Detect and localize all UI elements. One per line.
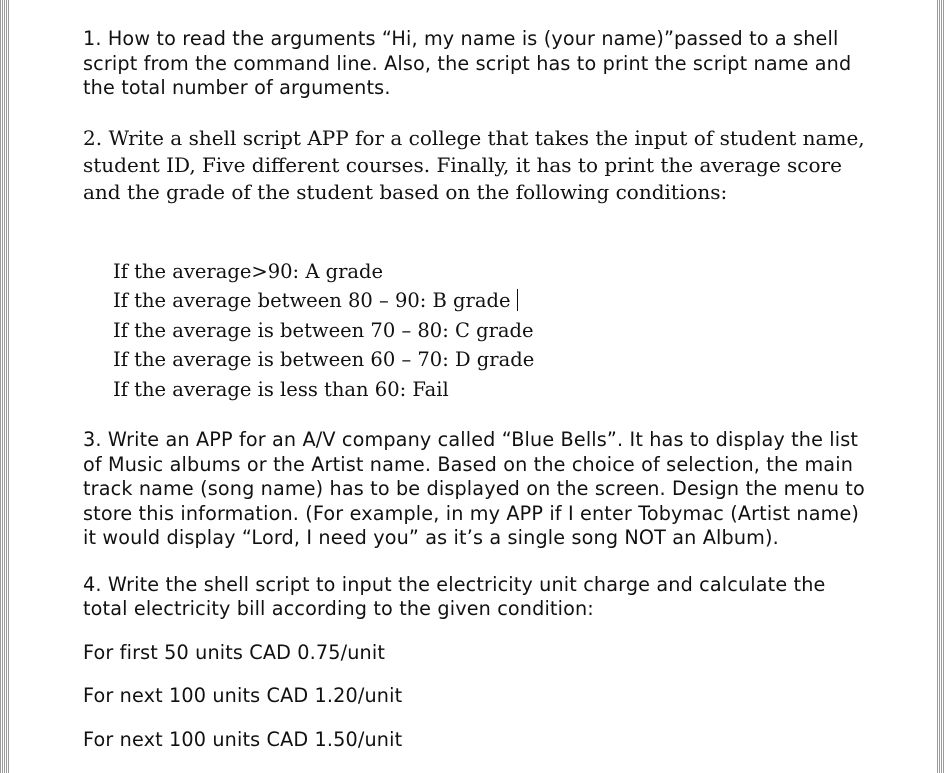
- page-border-left: [0, 0, 9, 773]
- grade-condition-c: If the average is between 70 – 80: C grade: [113, 318, 534, 342]
- grade-conditions-list: [113, 257, 873, 405]
- question-1: 1. How to read the arguments “Hi, my name is (your name)”passed to a shell script from the command line. Also, the script has to print the script name and the total number of arguments.: [83, 27, 852, 99]
- rate-next-100-b: For next 100 units CAD 1.50/unit: [83, 727, 403, 751]
- page-border-right: [936, 0, 944, 773]
- text-cursor: [517, 289, 518, 311]
- question-2: 2. Write a shell script APP for a college that takes the input of student name, student ID, Five different courses. Finally, it has to print the average score and the grade of the student based on the following conditions:: [83, 125, 865, 204]
- question-3: 3. Write an APP for an A/V company called “Blue Bells”. It has to display the list of Music albums or the Artist name. Based on the choice of selection, the main track name (song name) has to be displayed on the screen. Design the menu to store this information. (For example, in my APP if I enter Tobymac (Artist name) it would display “Lord, I need you” as it’s a single song NOT an Album).: [83, 428, 865, 550]
- question-4: 4. Write the shell script to input the electricity unit charge and calculate the total electricity bill according to the given condition:: [83, 572, 826, 621]
- grade-condition-fail: If the average is less than 60: Fail: [113, 377, 449, 401]
- rate-next-100-a: For next 100 units CAD 1.20/unit: [83, 684, 403, 708]
- document-page[interactable]: [83, 27, 873, 771]
- grade-condition-a: If the average>90: A grade: [113, 259, 384, 283]
- grade-condition-b: [113, 286, 873, 316]
- grade-condition-b-text: If the average between 80 – 90: B grade: [113, 289, 511, 313]
- grade-condition-d: If the average is between 60 – 70: D grade: [113, 348, 535, 372]
- rate-first-50: For first 50 units CAD 0.75/unit: [83, 640, 386, 664]
